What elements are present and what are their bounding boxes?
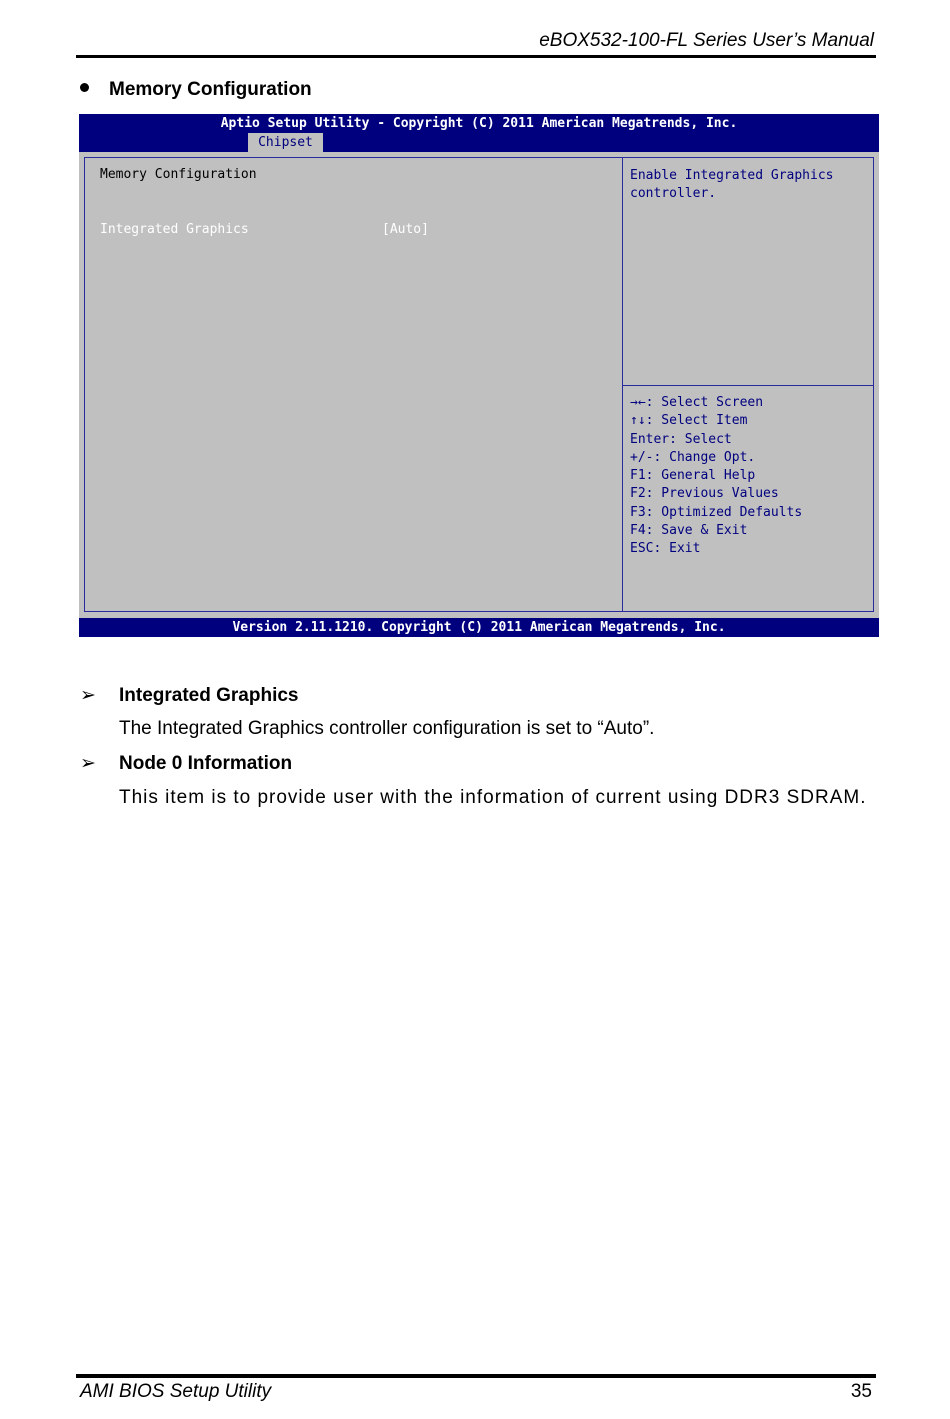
item-integrated-graphics: [80, 684, 299, 707]
item-description: This item is to provide user with the information of current using DDR3 SDRAM.: [119, 787, 867, 808]
bullet-icon: [80, 83, 89, 92]
arrow-bullet-icon: ➢: [80, 753, 96, 774]
key-hint: +/-: Change Opt.: [630, 449, 756, 465]
section-title: Memory Configuration: [109, 79, 312, 100]
key-hint: ↑↓: Select Item: [630, 413, 748, 429]
key-hint: F1: General Help: [630, 468, 756, 484]
key-hint: Enter: Select: [630, 431, 732, 447]
key-hint: ESC: Exit: [630, 541, 701, 557]
key-hint: F4: Save & Exit: [630, 523, 748, 539]
integrated-graphics-option[interactable]: Integrated Graphics: [100, 222, 249, 237]
item-name: Node 0 Information: [119, 753, 293, 774]
bios-key-legend: [630, 394, 802, 559]
tab-chipset[interactable]: Chipset: [248, 133, 323, 152]
bios-main-frame: [84, 157, 874, 612]
bios-title: Aptio Setup Utility - Copyright (C) 2011 American Megatrends, Inc.: [220, 116, 738, 131]
footer-chapter: AMI BIOS Setup Utility: [80, 1381, 272, 1402]
bios-divider-horizontal: [623, 385, 873, 386]
section-heading: [80, 79, 312, 101]
bios-version-bar: Version 2.11.1210. Copyright (C) 2011 American Megatrends, Inc.: [79, 618, 879, 637]
key-hint: F3: Optimized Defaults: [630, 504, 803, 520]
bios-title-bar: [79, 114, 879, 152]
footer-rule: [76, 1374, 876, 1378]
bios-screenshot: [79, 114, 879, 637]
item-description: The Integrated Graphics controller configuration is set to “Auto”.: [119, 718, 655, 739]
bios-help-text: Enable Integrated Graphics controller.: [630, 168, 834, 201]
page-number: 35: [850, 1381, 872, 1402]
arrow-bullet-icon: ➢: [80, 685, 96, 706]
integrated-graphics-value[interactable]: [Auto]: [382, 222, 429, 237]
key-hint: →←: Select Screen: [630, 395, 764, 410]
item-node0-information: [80, 752, 292, 775]
bios-page-heading: Memory Configuration: [100, 167, 257, 182]
item-name: Integrated Graphics: [119, 685, 299, 706]
manual-title: eBOX532-100-FL Series User’s Manual: [539, 30, 874, 51]
header-rule: [76, 55, 876, 58]
key-hint: F2: Previous Values: [630, 486, 779, 502]
